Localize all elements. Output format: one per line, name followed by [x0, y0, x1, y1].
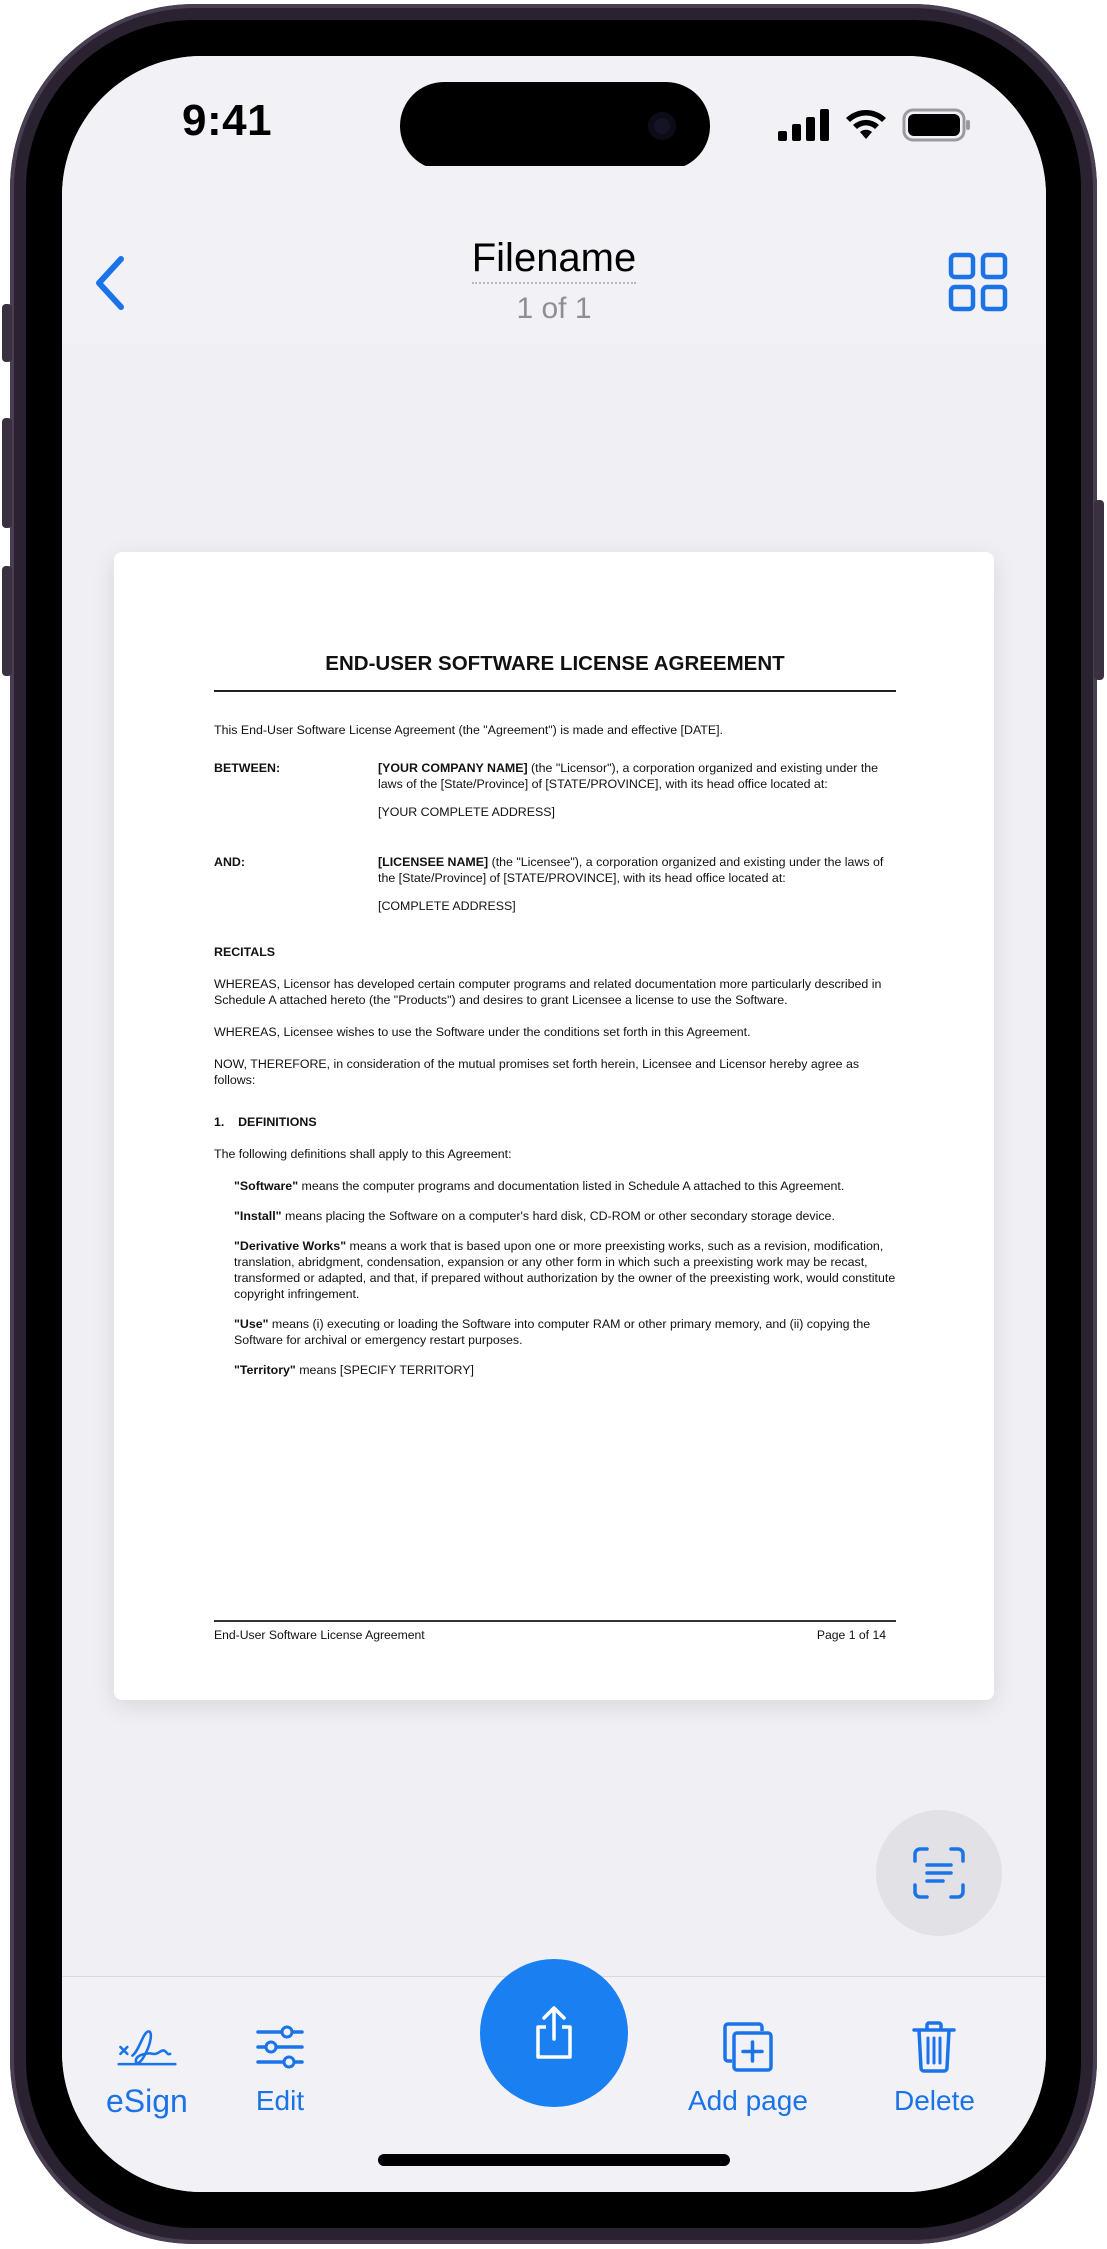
section-heading-definitions: 1. DEFINITIONS [214, 1115, 317, 1129]
definition-term: "Use" [234, 1317, 269, 1331]
signature-icon [117, 2017, 177, 2077]
footer-title: End-User Software License Agreement [214, 1628, 425, 1642]
footer-page-number: Page 1 of 14 [816, 1628, 886, 1642]
add-page-label: Add page [688, 2085, 808, 2116]
definition-term: "Derivative Works" [234, 1239, 347, 1253]
share-button[interactable] [480, 1959, 628, 2107]
status-bar [62, 56, 1046, 166]
scan-text-icon [911, 1845, 967, 1901]
add-page-button[interactable] [688, 2017, 808, 2117]
grid-view-button[interactable] [948, 252, 1008, 312]
definition-item [214, 1362, 896, 1378]
and-block [214, 854, 896, 914]
and-text [378, 854, 896, 914]
battery-icon [902, 108, 972, 142]
definition-item [214, 1208, 896, 1224]
page-counter: 1 of 1 [516, 292, 592, 325]
esign-button[interactable] [106, 2017, 188, 2120]
volume-up-button [2, 418, 12, 528]
definition-text: means placing the Software on a computer's hard disk, CD-ROM or other secondary storage device. [281, 1209, 835, 1223]
licensee-name: [LICENSEE NAME] [378, 855, 489, 869]
licensee-address: [COMPLETE ADDRESS] [378, 899, 516, 913]
document-intro: This End-User Software License Agreement (the "Agreement") is made and effective [DATE]. [214, 723, 724, 737]
recital-3: NOW, THEREFORE, in consideration of the mutual promises set forth herein, Licensee and Licensor hereby agree as follows: [214, 1057, 860, 1087]
front-camera [648, 112, 676, 140]
definitions-intro: The following definitions shall apply to this Agreement: [214, 1147, 512, 1161]
action-button [2, 304, 12, 362]
licensee-description: (the "Licensee"), a corporation organized and existing under the laws of the [State/Province] of [STATE/PROVINCE], with its head office located at: [378, 855, 884, 885]
definition-text: means a work that is based upon one or more preexisting works, such as a revision, modification, translation, abridgment, condensation, expansion or any other form in which such a preexisting work may be recast, transformed or adapted, and that, if prepared without authorization by the owner of the preexisting work, would constitute copyright infringement. [234, 1239, 896, 1301]
definition-term: "Install" [234, 1209, 282, 1223]
delete-label: Delete [894, 2085, 975, 2116]
between-label: BETWEEN: [214, 761, 281, 775]
document-page[interactable] [114, 552, 994, 1700]
power-button [1094, 500, 1104, 680]
licensor-name: [YOUR COMPANY NAME] [378, 761, 528, 775]
volume-down-button [2, 566, 12, 676]
share-icon [530, 2005, 578, 2061]
delete-button[interactable] [894, 2017, 975, 2117]
definition-item [214, 1316, 896, 1348]
filename-label: Filename [472, 236, 637, 284]
between-block [214, 760, 896, 820]
esign-label: eSign [106, 2083, 188, 2119]
status-time: 9:41 [182, 96, 273, 145]
navigation-bar [62, 166, 1046, 344]
grid-icon [948, 252, 1008, 312]
document-title: END-USER SOFTWARE LICENSE AGREEMENT [214, 652, 896, 692]
text-recognition-button[interactable] [876, 1810, 1002, 1936]
definition-term: "Territory" [234, 1363, 296, 1377]
licensor-description: (the "Licensor"), a corporation organized and existing under the laws of the [State/Province] of [STATE/PROVINCE], with its head office located at: [378, 761, 879, 791]
dynamic-island [400, 82, 710, 170]
recital-1: WHEREAS, Licensor has developed certain computer programs and related documentation more particularly described in Schedule A attached hereto (the "Products") and desires to grant Licensee a license to use the Software. [214, 977, 882, 1007]
definition-item [214, 1238, 896, 1302]
status-icons [778, 108, 972, 142]
definition-text: means (i) executing or loading the Software into computer RAM or other primary memory, and (ii) copying the Software for archival or emergency restart purposes. [234, 1317, 871, 1347]
definition-text: means [SPECIFY TERRITORY] [295, 1363, 474, 1377]
definition-text: means the computer programs and documentation listed in Schedule A attached to this Agreement. [298, 1179, 845, 1193]
licensor-address: [YOUR COMPLETE ADDRESS] [378, 805, 555, 819]
edit-button[interactable] [250, 2017, 310, 2117]
home-indicator[interactable] [378, 2154, 730, 2166]
document-footer [214, 1620, 896, 1642]
and-label: AND: [214, 855, 245, 869]
edit-label: Edit [255, 2085, 305, 2116]
document-content [214, 652, 896, 1378]
definition-term: "Software" [234, 1179, 299, 1193]
definition-item [214, 1178, 896, 1194]
screen [62, 56, 1046, 2192]
recital-2: WHEREAS, Licensee wishes to use the Software under the conditions set forth in this Agreement. [214, 1025, 751, 1039]
page-title[interactable] [62, 236, 1046, 281]
recitals-heading: RECITALS [214, 945, 276, 959]
wifi-icon [844, 108, 888, 142]
trash-icon [904, 2017, 964, 2077]
between-text [378, 760, 896, 820]
sliders-icon [250, 2017, 310, 2077]
add-page-icon [718, 2017, 778, 2077]
cellular-signal-icon [778, 109, 830, 141]
